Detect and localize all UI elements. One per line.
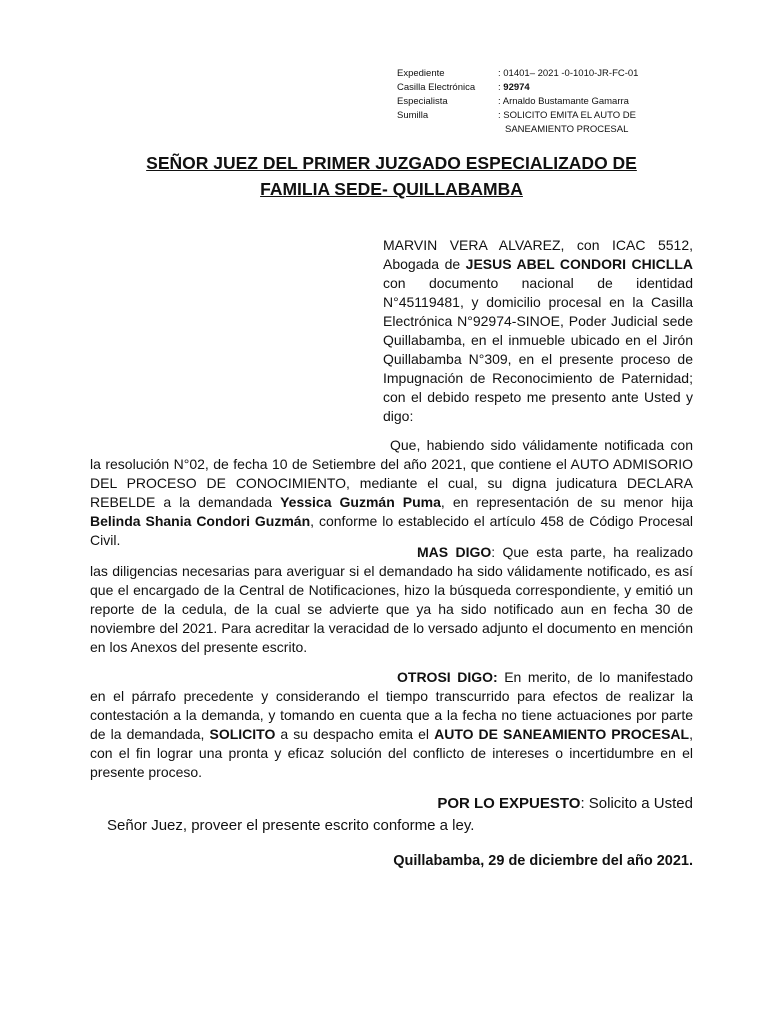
header-label: Casilla Electrónica (397, 82, 476, 93)
title-line-2: FAMILIA SEDE- QUILLABAMBA (260, 179, 523, 199)
header-row-expediente (397, 67, 638, 81)
header-label: Expediente (397, 68, 445, 79)
header-row-casilla (397, 81, 638, 95)
header-value: : 92974 (498, 82, 530, 93)
header-value: : SOLICITO EMITA EL AUTO DE SANEAMIENTO PROCESAL (498, 110, 636, 135)
header-label: Especialista (397, 96, 448, 107)
header-value: : Arnaldo Bustamante Gamarra (498, 96, 629, 107)
closing-request: POR LO EXPUESTO: Solicito a Usted Señor Juez, proveer el presente escrito conforme a ley. (107, 795, 693, 834)
date-line: Quillabamba, 29 de diciembre del año 2021. (393, 853, 693, 869)
paragraph-1: Que, habiendo sido válidamente notificada con la resolución N°02, de fecha 10 de Setiembre del año 2021, que contiene el AUTO ADMISORIO DEL PROCESO DE CONOCIMIENTO, mediante el cual, su digna judicatura DECLARA REBELDE a la demandada Yessica Guzmán Puma, en representación de su menor hija Belinda Shania Condori Guzmán, conforme lo establecido el artículo 458 de Código Procesal Civil. (90, 437, 693, 548)
header-label: Sumilla (397, 110, 429, 121)
header-row-especialista (397, 95, 638, 109)
header-value: : 01401– 2021 -0-1010-JR-FC-01 (498, 68, 639, 79)
header-row-sumilla (397, 109, 638, 137)
document-title (90, 150, 693, 202)
title-line-1: SEÑOR JUEZ DEL PRIMER JUZGADO ESPECIALIZADO DE (146, 153, 637, 173)
intro-paragraph: MARVIN VERA ALVAREZ, con ICAC 5512, Abogada de JESUS ABEL CONDORI CHICLLA con documento nacional de identidad N°45119481, y domicilio procesal en la Casilla Electrónica N°92974-SINOE, Poder Judicial sede Quillabamba, en el inmueble ubicado en el Jirón Quillabamba N°309, en el presente proceso de Impugnación de Reconocimiento de Paternidad; con el debido respeto me presento ante Usted y digo: (383, 237, 693, 424)
case-header (397, 67, 638, 137)
client-name: JESUS ABEL CONDORI CHICLLA (465, 256, 693, 272)
paragraph-mas-digo: MAS DIGO: Que esta parte, ha realizado las diligencias necesarias para averiguar si el demandado ha sido válidamente notificado, es así que el encargado de la Central de Notificaciones, hizo la búsqueda correspondiente, y emitió un reporte de la cedula, de la cual se advierte que ya ha sido notificado aun en fecha 30 de noviembre del 2021. Para acreditar la veracidad de lo versado adjunto el documento en mención en los Anexos del presente escrito. (90, 544, 694, 655)
paragraph-otrosi-digo: OTROSI DIGO: En merito, de lo manifestado en el párrafo precedente y considerando el tiempo transcurrido para efectos de realizar la contestación a la demanda, y tomando en cuenta que a la fecha no tiene actuaciones por parte de la demandada, SOLICITO a su despacho emita el AUTO DE SANEAMIENTO PROCESAL, con el fin lograr una pronta y eficaz solución del conflicto de intereses o incertidumbre en el presente proceso. (90, 669, 693, 780)
